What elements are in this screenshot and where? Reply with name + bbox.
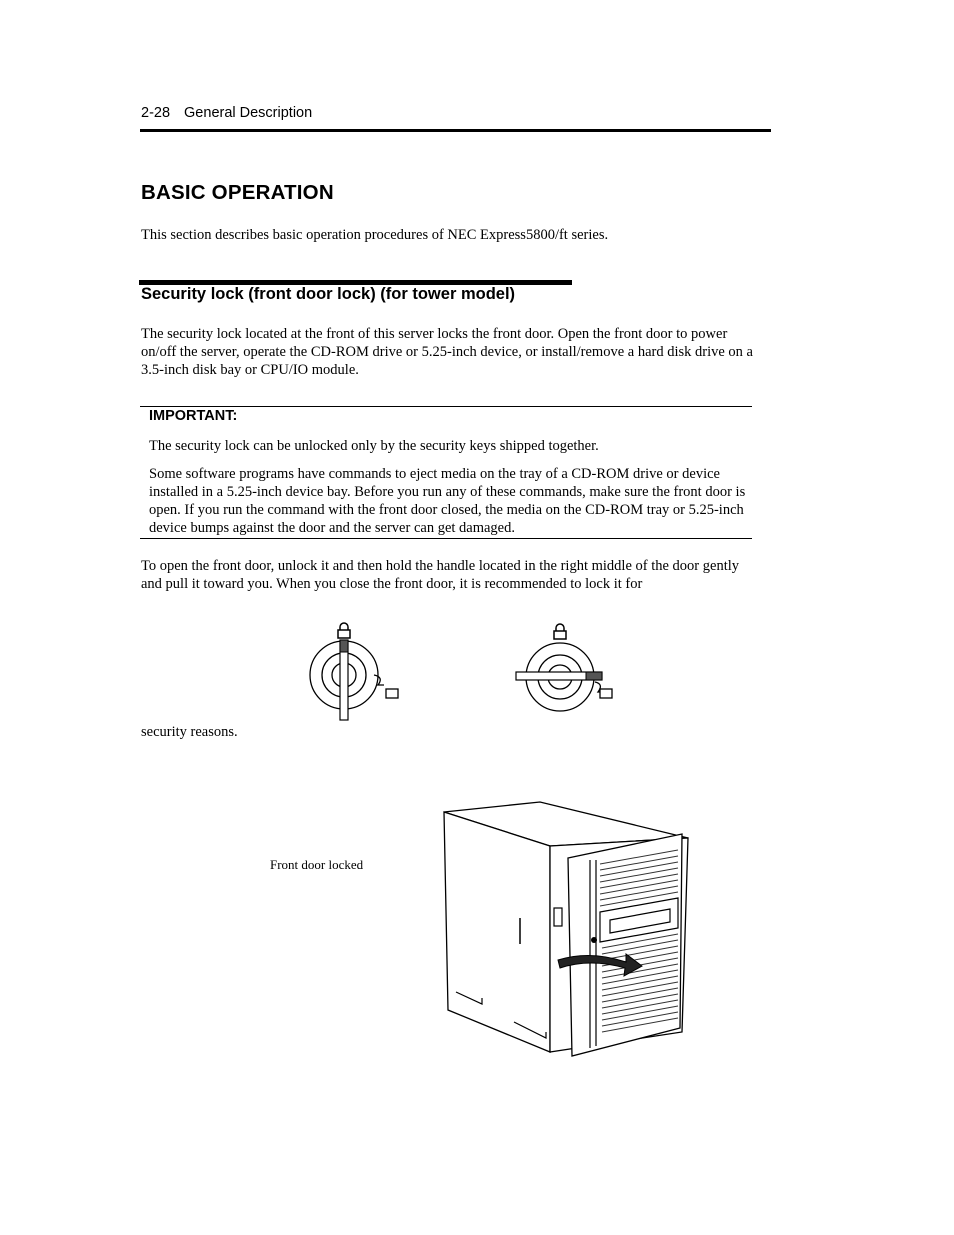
header-rule bbox=[140, 129, 771, 132]
server-tower-illustration bbox=[430, 800, 720, 1070]
lock-icon bbox=[338, 623, 350, 638]
intro-paragraph: This section describes basic operation procedures of NEC Express5800/ft series. bbox=[141, 227, 609, 243]
unlock-icon bbox=[554, 624, 566, 639]
important-paragraph-1: The security lock can be unlocked only by the security keys shipped together. bbox=[149, 438, 599, 454]
important-paragraph-2: Some software programs have commands to eject media on the tray of a CD-ROM drive or device installed in a 5.25-inch device bay. Before you run any of these commands, make sure the front door is open. If you run the command with the front door closed, the media on the CD-ROM tray or 5.25-inch device bumps against the door and the server can get damaged. bbox=[149, 466, 746, 536]
running-header bbox=[141, 105, 312, 121]
page-title: BASIC OPERATION bbox=[141, 181, 334, 204]
important-bottom-rule bbox=[140, 538, 752, 539]
important-label: IMPORTANT: bbox=[149, 408, 238, 424]
important-top-rule bbox=[140, 406, 752, 407]
key-locked-diagram bbox=[300, 615, 410, 725]
subsection-body: The security lock located at the front of this server locks the front door. Open the front door to power on/off the server, operate the CD-ROM drive or 5.25-inch device, or install/remove a hard disk drive on a 3.5-inch disk bay or CPU/IO module. bbox=[141, 326, 753, 378]
door-instructions: To open the front door, unlock it and then hold the handle located in the right middle of the door gently and pull it toward you. When you close the front door, it is recommended to lock it for bbox=[141, 558, 739, 592]
page-number: 2-28 bbox=[141, 105, 171, 121]
header-section: General Description bbox=[184, 105, 313, 121]
key-unlocked-diagram bbox=[510, 620, 620, 720]
figure-caption: Front door locked bbox=[270, 857, 364, 872]
door-instructions-end: security reasons. bbox=[141, 724, 238, 740]
subsection-title: Security lock (front door lock) (for tower model) bbox=[141, 285, 516, 303]
